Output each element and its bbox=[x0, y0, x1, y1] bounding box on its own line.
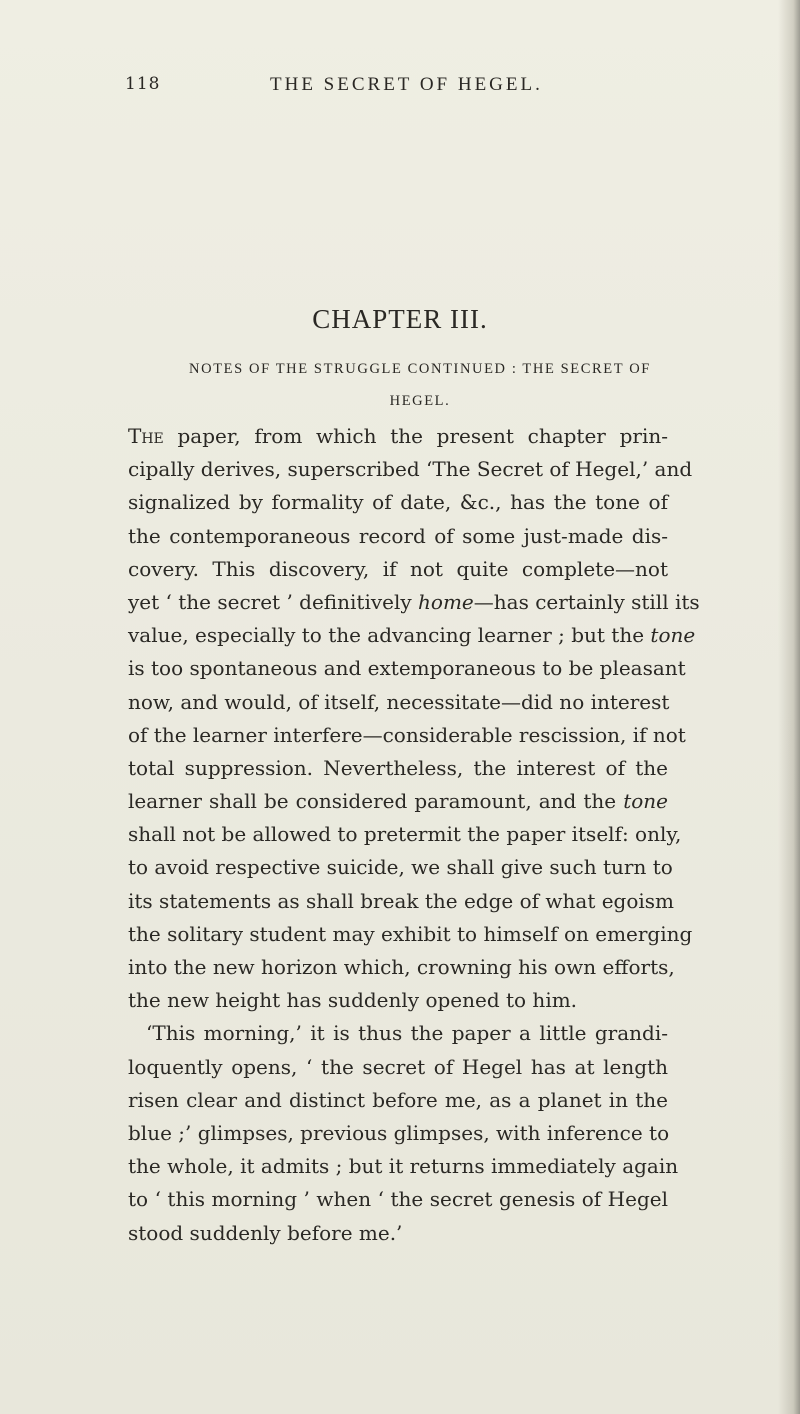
text-line: to ‘ this morning ’ when ‘ the secret genesis of Hegel bbox=[128, 1187, 668, 1212]
text-line: total suppression. Nevertheless, the interest of the bbox=[128, 755, 668, 780]
text-line: its statements as shall break the edge of what egoism bbox=[128, 888, 675, 913]
text-line: ‘This morning,’ it is thus the paper a little grandi- bbox=[146, 1021, 668, 1046]
text-line: stood suddenly before me.’ bbox=[128, 1220, 403, 1245]
text-line: the contemporaneous record of some just-made dis- bbox=[128, 523, 668, 548]
running-title: THE SECRET OF HEGEL. bbox=[270, 74, 543, 95]
text-line: blue ;’ glimpses, previous glimpses, with inference to bbox=[128, 1120, 670, 1145]
text-line: covery. This discovery, if not quite complete—not bbox=[128, 556, 668, 581]
chapter-subtitle-line-2: HEGEL. bbox=[389, 393, 451, 409]
text-line: value, especially to the advancing learner ; but the tone bbox=[128, 623, 696, 648]
text-line: to avoid respective suicide, we shall give such turn to bbox=[128, 855, 673, 880]
page-number: 118 bbox=[125, 74, 161, 94]
text-line: the new height has suddenly opened to him. bbox=[128, 988, 578, 1013]
chapter-heading: CHAPTER III. bbox=[312, 304, 488, 334]
text-line: into the new horizon which, crowning his own efforts, bbox=[128, 955, 675, 979]
text-line: is too spontaneous and extemporaneous to be pleasant bbox=[128, 656, 686, 681]
text-line: of the learner interfere—considerable rescission, if not bbox=[128, 722, 686, 747]
text-line: the whole, it admits ; but it returns immediately again bbox=[128, 1154, 679, 1179]
body-text bbox=[128, 420, 700, 1250]
text-line: now, and would, of itself, necessitate—did no interest bbox=[128, 689, 670, 714]
text-line: The paper, from which the present chapter prin- bbox=[128, 424, 668, 448]
italic-word: tone bbox=[623, 789, 668, 814]
running-head bbox=[125, 74, 725, 104]
text-line: the solitary student may exhibit to himself on emerging bbox=[128, 921, 693, 946]
chapter-subtitle bbox=[150, 353, 690, 417]
drop-word: The bbox=[128, 424, 164, 448]
italic-word: home bbox=[418, 589, 474, 614]
text-line: yet ‘ the secret ’ definitively home—has certainly still its bbox=[128, 589, 700, 614]
text-line: cipally derives, superscribed ‘The Secret of Hegel,’ and bbox=[128, 457, 693, 482]
italic-word: tone bbox=[650, 623, 696, 648]
text-line: loquently opens, ‘ the secret of Hegel has at length bbox=[128, 1054, 668, 1079]
text-line: risen clear and distinct before me, as a planet in the bbox=[128, 1087, 668, 1112]
chapter-subtitle-line-1: NOTES OF THE STRUGGLE CONTINUED : THE SECRET OF bbox=[189, 361, 651, 377]
text-line: signalized by formality of date, &c., has the tone of bbox=[128, 490, 668, 515]
page-edge-shadow bbox=[778, 0, 800, 1414]
text-line: learner shall be considered paramount, and the tone bbox=[128, 789, 668, 814]
text-line: shall not be allowed to pretermit the paper itself: only, bbox=[128, 822, 682, 847]
